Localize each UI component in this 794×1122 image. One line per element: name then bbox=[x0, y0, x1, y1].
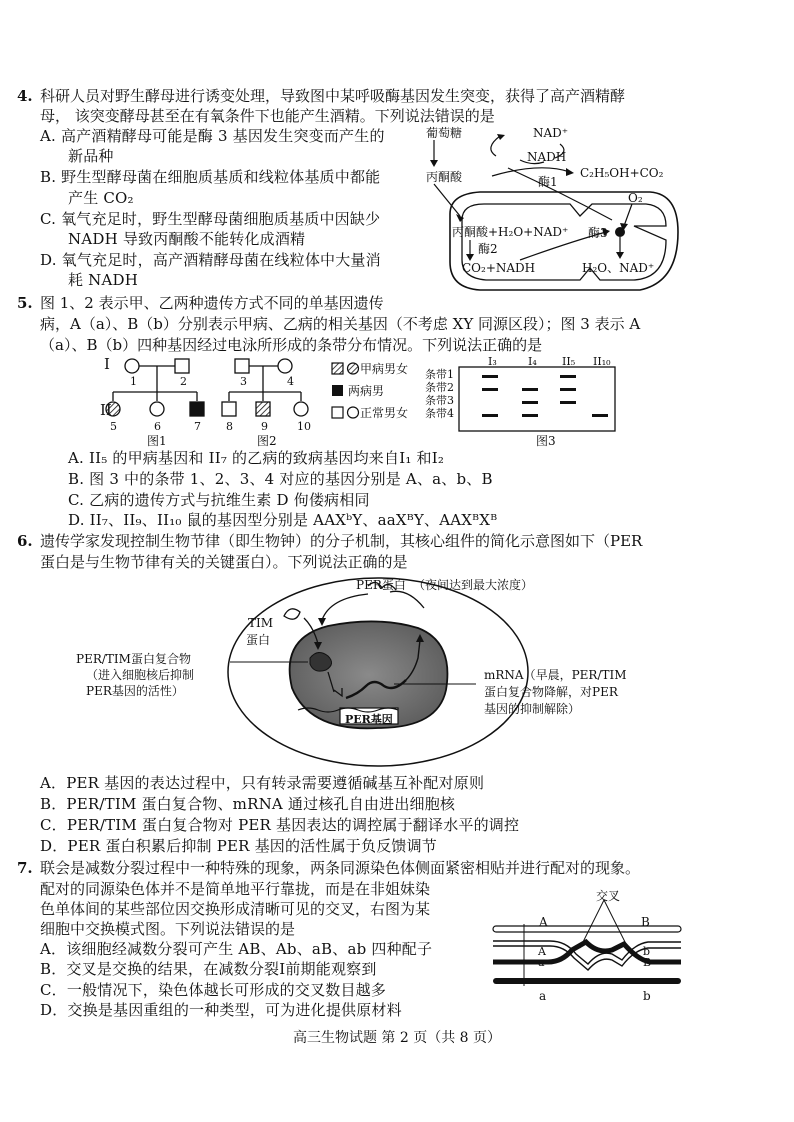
legend-normal: 正常男女 bbox=[360, 406, 409, 420]
generation-II-label: II bbox=[100, 401, 112, 419]
q7-crossover-diagram bbox=[488, 888, 688, 1000]
label-gene-B-2: B bbox=[643, 956, 652, 969]
q5-stem-line3: （a）、B（b）四种基因经过电泳所形成的条带分布情况。下列说法正确的是 bbox=[40, 336, 543, 354]
gel-band-2: 条带2 bbox=[425, 381, 454, 394]
label-per-protein: PER蛋白 bbox=[356, 578, 406, 592]
q6-option-b: B．PER/TIM 蛋白复合物、mRNA 通过核孔自由进出细胞核 bbox=[40, 795, 456, 813]
q5-option-c: C. 乙病的遗传方式与抗维生素 D 佝偻病相同 bbox=[68, 491, 370, 509]
legend-both-diseases: 两病男 bbox=[348, 384, 385, 398]
legend-disease-a: 甲病男女 bbox=[360, 362, 409, 376]
q5-stem-line1: 图 1、2 表示甲、乙两种遗传方式不同的单基因遗传 bbox=[40, 294, 384, 312]
q6-option-a: A．PER 基因的表达过程中，只有转录需要遵循碱基互补配对原则 bbox=[40, 774, 485, 792]
q7-option-d: D．交换是基因重组的一种类型，可为进化提供原材料 bbox=[40, 1001, 402, 1019]
q7-stem-line3: 色单体间的某些部位因交换形成清晰可见的交叉，右图为某 bbox=[40, 900, 431, 918]
label-enzyme1: 酶1 bbox=[538, 175, 558, 189]
q7-stem-line4: 细胞中交换模式图。下列说法错误的是 bbox=[40, 920, 296, 938]
label-nadh-top: NADH bbox=[527, 150, 567, 164]
label-gene-A-top: A bbox=[539, 915, 548, 929]
label-co2-nadh: CO₂+NADH bbox=[462, 261, 536, 275]
label-complex-3: PER基因的活性） bbox=[86, 684, 184, 698]
label-nad-top: NAD⁺ bbox=[533, 126, 569, 140]
label-ethanol: C₂H₅OH+CO₂ bbox=[580, 166, 664, 180]
q4-number: 4. bbox=[17, 87, 33, 105]
q7-number: 7. bbox=[17, 859, 33, 877]
label-pyruvate-water: 丙酮酸+H₂O+NAD⁺ bbox=[452, 225, 569, 239]
label-enzyme2: 酶2 bbox=[478, 242, 498, 256]
label-gene-B-top: B bbox=[641, 915, 650, 929]
id-7: 7 bbox=[194, 420, 201, 433]
id-3: 3 bbox=[240, 375, 247, 388]
q5-number: 5. bbox=[17, 294, 33, 312]
q4-option-a: A. 高产酒精酵母可能是酶 3 基因发生突变而产生的 bbox=[40, 127, 385, 145]
q4-option-d: D. 氧气充足时，高产酒精酵母菌在线粒体中大量消 bbox=[40, 251, 381, 269]
q6-number: 6. bbox=[17, 532, 33, 550]
label-gene-a-bottom: a bbox=[539, 989, 547, 1003]
q5-stem-line2: 病，A（a）、B（b）分别表示甲病、乙病的相关基因（不考虑 XY 同源区段）；图 3 表示 A bbox=[40, 315, 641, 333]
generation-I-label: I bbox=[104, 355, 110, 373]
label-mrna-2: 蛋白复合物降解，对PER bbox=[484, 685, 618, 699]
q5-option-b: B. 图 3 中的条带 1、2、3、4 对应的基因分别是 A、a、b、B bbox=[68, 470, 493, 488]
q7-stem-line2: 配对的同源染色体并不是简单地平行靠拢，而是在非姐妹染 bbox=[40, 880, 431, 898]
id-10: 10 bbox=[297, 420, 311, 433]
q4-option-b: B. 野生型酵母菌在细胞质基质和线粒体基质中都能 bbox=[40, 168, 381, 186]
q4-stem-line2: 母， 该突变酵母甚至在有氧条件下也能产生酒精。下列说法错误的是 bbox=[40, 107, 495, 125]
id-2: 2 bbox=[180, 375, 187, 388]
q7-stem-line1: 联会是减数分裂过程中一种特殊的现象，两条同源染色体侧面紧密相贴并进行配对的现象。 bbox=[40, 859, 641, 877]
label-mrna-3: 基因的抑制解除） bbox=[484, 702, 581, 716]
gel-band-4: 条带4 bbox=[425, 407, 454, 420]
id-8: 8 bbox=[226, 420, 233, 433]
q4-option-b-cont: 产生 CO₂ bbox=[68, 189, 134, 207]
q6-option-d: D．PER 蛋白积累后抑制 PER 基因的活性属于负反馈调节 bbox=[40, 837, 438, 855]
q4-option-c: C. 氧气充足时，野生型酵母菌细胞质基质中因缺少 bbox=[40, 210, 381, 228]
q4-option-d-cont: 耗 NADH bbox=[68, 271, 139, 289]
q5-electrophoresis-gel bbox=[458, 366, 618, 434]
label-per-note: （夜间达到最大浓度） bbox=[413, 578, 534, 592]
id-4: 4 bbox=[287, 375, 294, 388]
q4-stem-line1: 科研人员对野生酵母进行诱变处理，导致图中某呼吸酶基因发生突变，获得了高产酒精酵 bbox=[40, 87, 626, 105]
q5-option-d: D. II₇、II₉、II₁₀ 鼠的基因型分别是 AAXᵇY、aaXᴮY、AAXᴮXᴮ bbox=[68, 511, 498, 529]
gel-col-I3: I₃ bbox=[488, 355, 497, 368]
label-gene-A-2: A bbox=[538, 945, 546, 958]
fig1-caption: 图1 bbox=[147, 434, 167, 448]
q4-option-a-cont: 新品种 bbox=[68, 147, 114, 165]
label-water-nad: H₂O、NAD⁺ bbox=[582, 261, 655, 275]
fig2-caption: 图2 bbox=[257, 434, 277, 448]
q7-option-a: A．该细胞经减数分裂可产生 AB、Ab、aB、ab 四种配子 bbox=[40, 940, 433, 958]
gel-col-II10: II₁₀ bbox=[593, 355, 611, 368]
label-complex-1: PER/TIM蛋白复合物 bbox=[76, 652, 191, 666]
id-5: 5 bbox=[110, 420, 117, 433]
label-pyruvate: 丙酮酸 bbox=[426, 170, 463, 184]
fig3-caption: 图3 bbox=[536, 434, 556, 448]
label-tim-protein: 蛋白 bbox=[246, 633, 271, 647]
gel-band-1: 条带1 bbox=[425, 368, 454, 381]
q7-option-b: B．交叉是交换的结果，在减数分裂Ⅰ前期能观察到 bbox=[40, 960, 377, 978]
label-tim: TIM bbox=[248, 616, 274, 630]
q6-stem-line2: 蛋白是与生物节律有关的关键蛋白）。下列说法正确的是 bbox=[40, 553, 408, 571]
gel-col-II5: II₅ bbox=[562, 355, 576, 368]
label-gene-b-bottom: b bbox=[643, 989, 651, 1003]
enzyme3-dot bbox=[615, 227, 625, 237]
label-complex-2: （进入细胞核后抑制 bbox=[86, 668, 195, 682]
label-o2: O₂ bbox=[628, 191, 643, 205]
page-footer: 高三生物试题 第 2 页（共 8 页） bbox=[292, 1030, 502, 1046]
label-mrna-1: mRNA（早晨，PER/TIM bbox=[484, 668, 627, 682]
q6-option-c: C．PER/TIM 蛋白复合物对 PER 基因表达的调控属于翻译水平的调控 bbox=[40, 816, 520, 834]
label-per-gene: PER基因 bbox=[345, 713, 393, 726]
label-gene-b-1: b bbox=[643, 945, 651, 958]
id-1: 1 bbox=[130, 375, 137, 388]
q7-option-c: C．一般情况下，染色体越长可形成的交叉数目越多 bbox=[40, 981, 387, 999]
q5-option-a: A. II₅ 的甲病基因和 II₇ 的乙病的致病基因均来自I₁ 和I₂ bbox=[68, 449, 445, 467]
id-6: 6 bbox=[154, 420, 161, 433]
gel-band-3: 条带3 bbox=[425, 394, 454, 407]
id-9: 9 bbox=[261, 420, 268, 433]
label-gene-a-1: a bbox=[538, 956, 545, 969]
label-glucose: 葡萄糖 bbox=[426, 126, 463, 140]
q6-stem-line1: 遗传学家发现控制生物节律（即生物钟）的分子机制，其核心组件的简化示意图如下（PER bbox=[40, 532, 643, 550]
label-chiasma: 交叉 bbox=[596, 889, 621, 903]
label-enzyme3: 酶3 bbox=[588, 226, 608, 240]
q4-option-c-cont: NADH 导致丙酮酸不能转化成酒精 bbox=[68, 230, 306, 248]
gel-col-I4: I₄ bbox=[528, 355, 537, 368]
